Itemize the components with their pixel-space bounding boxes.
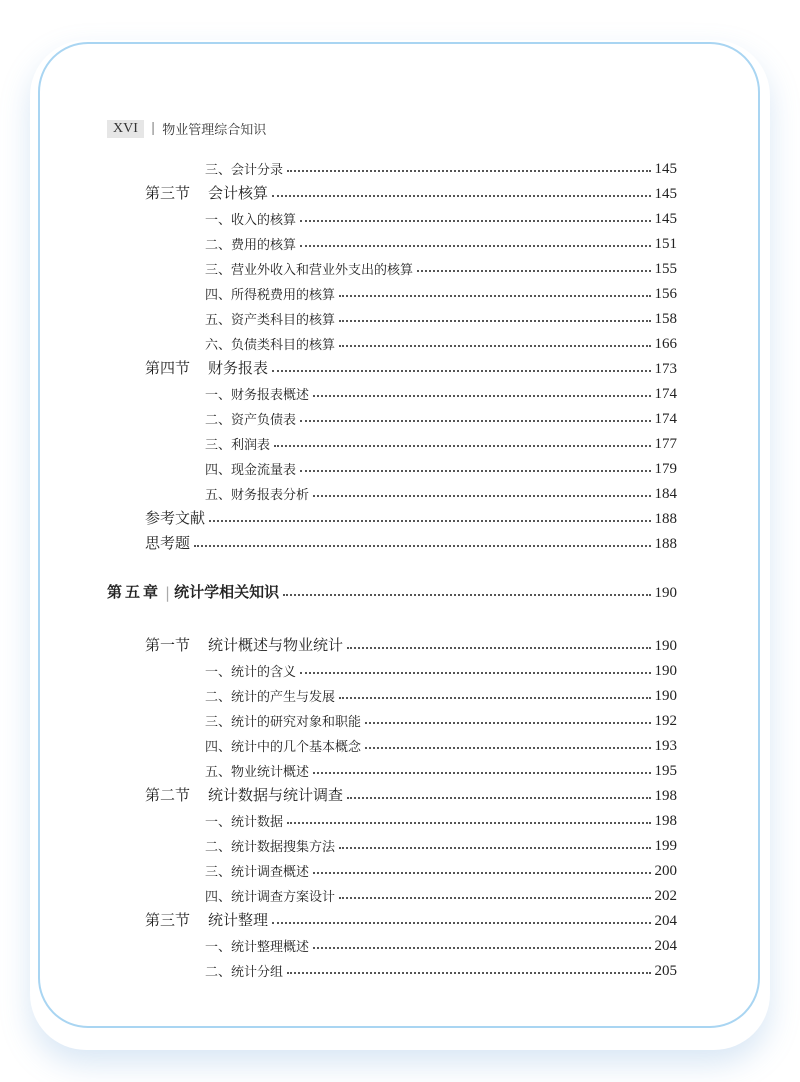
dot-leader	[339, 897, 650, 899]
toc-entry-title: 六、负债类科目的核算	[205, 338, 336, 353]
dot-leader	[339, 847, 650, 849]
toc-entry-page: 202	[654, 888, 677, 904]
running-header	[107, 119, 266, 138]
toc-entry-page: 166	[654, 336, 677, 352]
toc-entry[interactable]	[145, 504, 677, 528]
toc-entry-title: 四、统计中的几个基本概念	[205, 740, 362, 755]
toc-entry-page: 156	[654, 286, 677, 302]
toc-entry[interactable]	[205, 931, 677, 955]
toc-entry[interactable]	[205, 706, 677, 730]
toc-entry-page: 145	[654, 186, 677, 202]
toc-entry-page: 190	[654, 638, 677, 654]
chapter-separator: |	[165, 584, 171, 602]
toc-entry[interactable]	[205, 254, 677, 278]
toc-entry[interactable]	[205, 454, 677, 478]
toc-entry-page: 190	[654, 585, 677, 601]
toc-entry-title: 三、营业外收入和营业外支出的核算	[205, 263, 414, 278]
dot-leader	[300, 245, 650, 247]
toc-entry[interactable]	[205, 479, 677, 503]
toc-entry[interactable]	[145, 354, 677, 378]
toc-entry-title: 三、统计的研究对象和职能	[205, 715, 362, 730]
dot-leader	[272, 370, 650, 372]
toc-entry-page: 155	[654, 261, 677, 277]
dot-leader	[272, 195, 650, 197]
dot-leader	[287, 822, 650, 824]
toc-entry-page: 199	[654, 838, 677, 854]
dot-leader	[209, 520, 650, 522]
toc-entry-page: 188	[654, 511, 677, 527]
toc-entry-page: 198	[654, 813, 677, 829]
toc-entry-page: 195	[654, 763, 677, 779]
toc-entry[interactable]	[205, 429, 677, 453]
toc-entry-page: 205	[654, 963, 677, 979]
toc-entry-page: 158	[654, 311, 677, 327]
dot-leader	[313, 947, 650, 949]
dot-leader	[339, 320, 650, 322]
dot-leader	[339, 295, 650, 297]
dot-leader	[313, 872, 650, 874]
toc-entry-title: 思考题	[145, 534, 191, 552]
toc-entry-page: 184	[654, 486, 677, 502]
toc-entry-page: 200	[654, 863, 677, 879]
toc-entry[interactable]	[145, 906, 677, 930]
toc-entry-page: 145	[654, 211, 677, 227]
toc-entry-title: 一、统计整理概述	[205, 940, 310, 955]
toc-entry-page: 190	[654, 688, 677, 704]
dot-leader	[365, 747, 650, 749]
toc-entry-page: 174	[654, 386, 677, 402]
toc-entry[interactable]	[205, 656, 677, 680]
toc-entry-title: 四、所得税费用的核算	[205, 288, 336, 303]
toc-entry[interactable]	[205, 856, 677, 880]
toc-entry-label: 第一节	[145, 636, 191, 654]
toc-entry-page: 177	[654, 436, 677, 452]
toc-entry-title: 统计概述与物业统计	[208, 636, 344, 654]
dot-leader	[287, 170, 650, 172]
toc-entry[interactable]	[205, 279, 677, 303]
toc-entry-title: 二、统计数据搜集方法	[205, 840, 336, 855]
toc-entry-page: 174	[654, 411, 677, 427]
toc-entry-page: 204	[654, 913, 677, 929]
dot-leader	[339, 697, 650, 699]
toc-entry-title: 四、现金流量表	[205, 463, 297, 478]
toc-entry-title: 四、统计调查方案设计	[205, 890, 336, 905]
toc-entry-title: 三、会计分录	[205, 163, 284, 178]
toc-entry[interactable]	[107, 578, 677, 602]
toc-entry-title: 三、利润表	[205, 438, 271, 453]
toc-entry-page: 193	[654, 738, 677, 754]
toc-entry-title: 三、统计调查概述	[205, 865, 310, 880]
toc-entry[interactable]	[205, 329, 677, 353]
toc-entry[interactable]	[145, 529, 677, 553]
toc-entry-title: 二、资产负债表	[205, 413, 297, 428]
dot-leader	[287, 972, 650, 974]
toc-entry[interactable]	[205, 956, 677, 980]
toc-entry[interactable]	[145, 631, 677, 655]
dot-leader	[194, 545, 650, 547]
dot-leader	[283, 594, 650, 596]
toc-entry-title: 二、统计的产生与发展	[205, 690, 336, 705]
dot-leader	[365, 722, 650, 724]
toc-entry-page: 179	[654, 461, 677, 477]
toc-entry-title: 五、资产类科目的核算	[205, 313, 336, 328]
dot-leader	[300, 420, 650, 422]
toc-entry-page: 151	[654, 236, 677, 252]
toc-entry[interactable]	[205, 229, 677, 253]
toc-entry[interactable]	[205, 756, 677, 780]
dot-leader	[313, 395, 650, 397]
toc-entry-page: 190	[654, 663, 677, 679]
toc-entry[interactable]	[205, 881, 677, 905]
toc-entry-title: 财务报表	[208, 359, 269, 377]
toc-entry-page: 173	[654, 361, 677, 377]
dot-leader	[347, 647, 650, 649]
toc-entry[interactable]	[205, 731, 677, 755]
toc-entry[interactable]	[205, 404, 677, 428]
dot-leader	[417, 270, 650, 272]
toc-entry[interactable]	[145, 781, 677, 805]
toc-entry-page: 192	[654, 713, 677, 729]
toc-entry[interactable]	[205, 304, 677, 328]
dot-leader	[339, 345, 650, 347]
toc-entry-title: 统计学相关知识	[174, 583, 280, 601]
toc-entry-title: 一、收入的核算	[205, 213, 297, 228]
toc-entry-label: 第二节	[145, 786, 191, 804]
toc-entry[interactable]	[145, 179, 677, 203]
toc-entry-page: 188	[654, 536, 677, 552]
dot-leader	[347, 797, 650, 799]
header-separator: |	[150, 121, 156, 136]
toc-entry-title: 一、财务报表概述	[205, 388, 310, 403]
dot-leader	[274, 445, 650, 447]
toc-entry-label: 第三节	[145, 911, 191, 929]
toc-entry-label: 第三节	[145, 184, 191, 202]
dot-leader	[313, 495, 650, 497]
toc-entry-page: 198	[654, 788, 677, 804]
toc-entry-title: 参考文献	[145, 509, 206, 527]
toc-entry[interactable]	[205, 681, 677, 705]
toc-entry-title: 五、财务报表分析	[205, 488, 310, 503]
dot-leader	[272, 922, 650, 924]
toc-entry[interactable]	[205, 204, 677, 228]
toc-entry-title: 统计整理	[208, 911, 269, 929]
toc-entry-title: 五、物业统计概述	[205, 765, 310, 780]
book-title: 物业管理综合知识	[162, 123, 267, 138]
dot-leader	[300, 220, 650, 222]
toc-entry-page: 204	[654, 938, 677, 954]
toc-entry-label: 第四节	[145, 359, 191, 377]
dot-leader	[300, 470, 650, 472]
toc-entry[interactable]	[205, 154, 677, 178]
toc-entry[interactable]	[205, 831, 677, 855]
toc-entry-label: 第五章	[107, 583, 162, 601]
toc-entry-title: 一、统计的含义	[205, 665, 297, 680]
page-folio: XVI	[107, 120, 144, 138]
toc-entry[interactable]	[205, 806, 677, 830]
toc-entry-title: 统计数据与统计调查	[208, 786, 344, 804]
toc-entry-page: 145	[654, 161, 677, 177]
toc-entry-title: 二、统计分组	[205, 965, 284, 980]
toc-entry-title: 二、费用的核算	[205, 238, 297, 253]
dot-leader	[313, 772, 650, 774]
toc-entry[interactable]	[205, 379, 677, 403]
toc-entry-title: 会计核算	[208, 184, 269, 202]
dot-leader	[300, 672, 650, 674]
toc-entry-title: 一、统计数据	[205, 815, 284, 830]
